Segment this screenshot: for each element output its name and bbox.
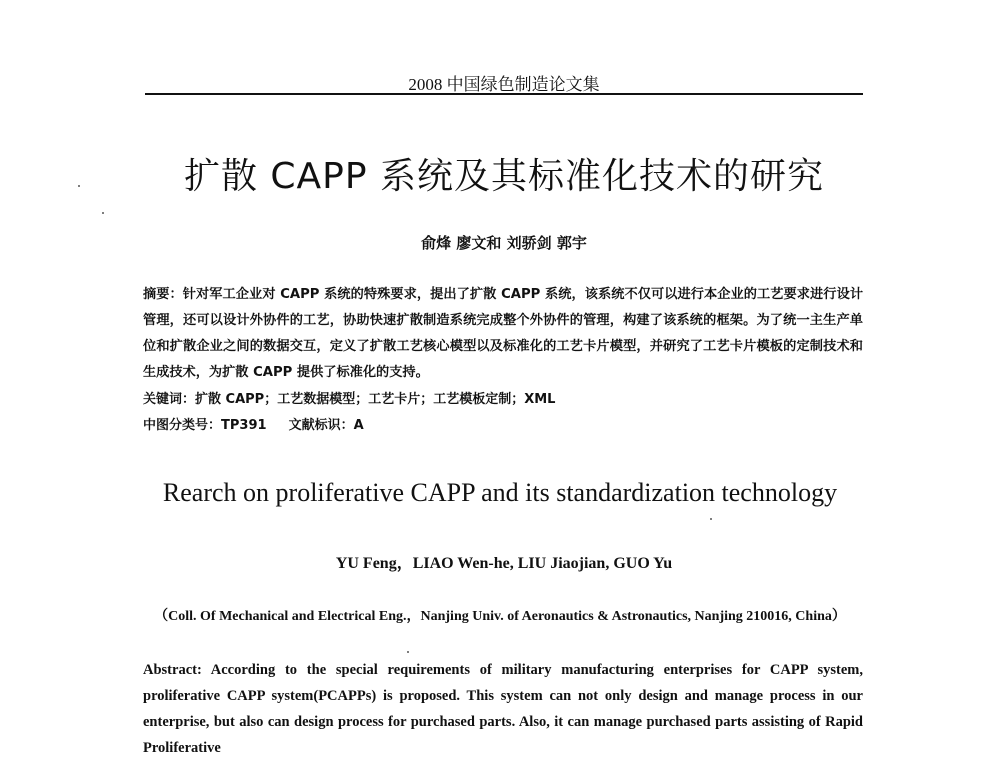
clc-label: 中图分类号： xyxy=(143,418,222,433)
classification-line xyxy=(143,414,863,433)
doc-code-value: A xyxy=(353,418,364,433)
scan-speck xyxy=(407,651,409,653)
keywords-label: 关键词： xyxy=(143,392,196,407)
keywords-text: 扩散 CAPP；工艺数据模型；工艺卡片；工艺模板定制；XML xyxy=(195,392,556,407)
scan-speck xyxy=(102,212,104,214)
chinese-abstract-label: 摘要： xyxy=(143,287,183,302)
chinese-authors: 俞烽 廖文和 刘骄剑 郭宇 xyxy=(421,234,587,252)
chinese-abstract xyxy=(143,282,863,386)
header-rule xyxy=(145,93,863,95)
running-header: 2008 中国绿色制造论文集 xyxy=(408,75,600,94)
chinese-keywords xyxy=(143,388,863,407)
english-authors: YU Feng，LIAO Wen-he, LIU Jiaojian, GUO Yu xyxy=(335,555,673,572)
english-abstract-label: Abstract: xyxy=(143,662,202,678)
scan-speck xyxy=(78,185,80,187)
english-abstract xyxy=(143,657,863,761)
english-affiliation: （Coll. Of Mechanical and Electrical Eng.，Nanjing Univ. of Aeronautics & Astronautics, Nanjing 210016, China） xyxy=(154,609,846,624)
english-abstract-text: According to the special requirements of military manufacturing enterprises for CAPP system, proliferative CAPP system(PCAPPs) is proposed. This system can not only design and manage process in our enterprise, but also can design process for purchased parts. Also, it can manage purchased parts assisting of Rapid Proliferative xyxy=(143,662,863,756)
clc-value: TP391 xyxy=(221,418,267,433)
scan-speck xyxy=(710,518,712,520)
chinese-title: 扩散 CAPP 系统及其标准化技术的研究 xyxy=(183,156,825,197)
chinese-abstract-text: 针对军工企业对 CAPP 系统的特殊要求，提出了扩散 CAPP 系统，该系统不仅可以进行本企业的工艺要求进行设计管理，还可以设计外协件的工艺，协助快速扩散制造系统完成整个外协件的管理，构建了该系统的框架。为了统一主生产单位和扩散企业之间的数据交互，定义了扩散工艺核心模型以及标准化的工艺卡片模型，并研究了工艺卡片模板的定制技术和生成技术，为扩散 CAPP 提供了标准化的支持。 xyxy=(143,287,864,380)
doc-code-label: 文献标识： xyxy=(288,418,354,433)
english-title: Rearch on proliferative CAPP and its standardization technology xyxy=(162,478,838,507)
